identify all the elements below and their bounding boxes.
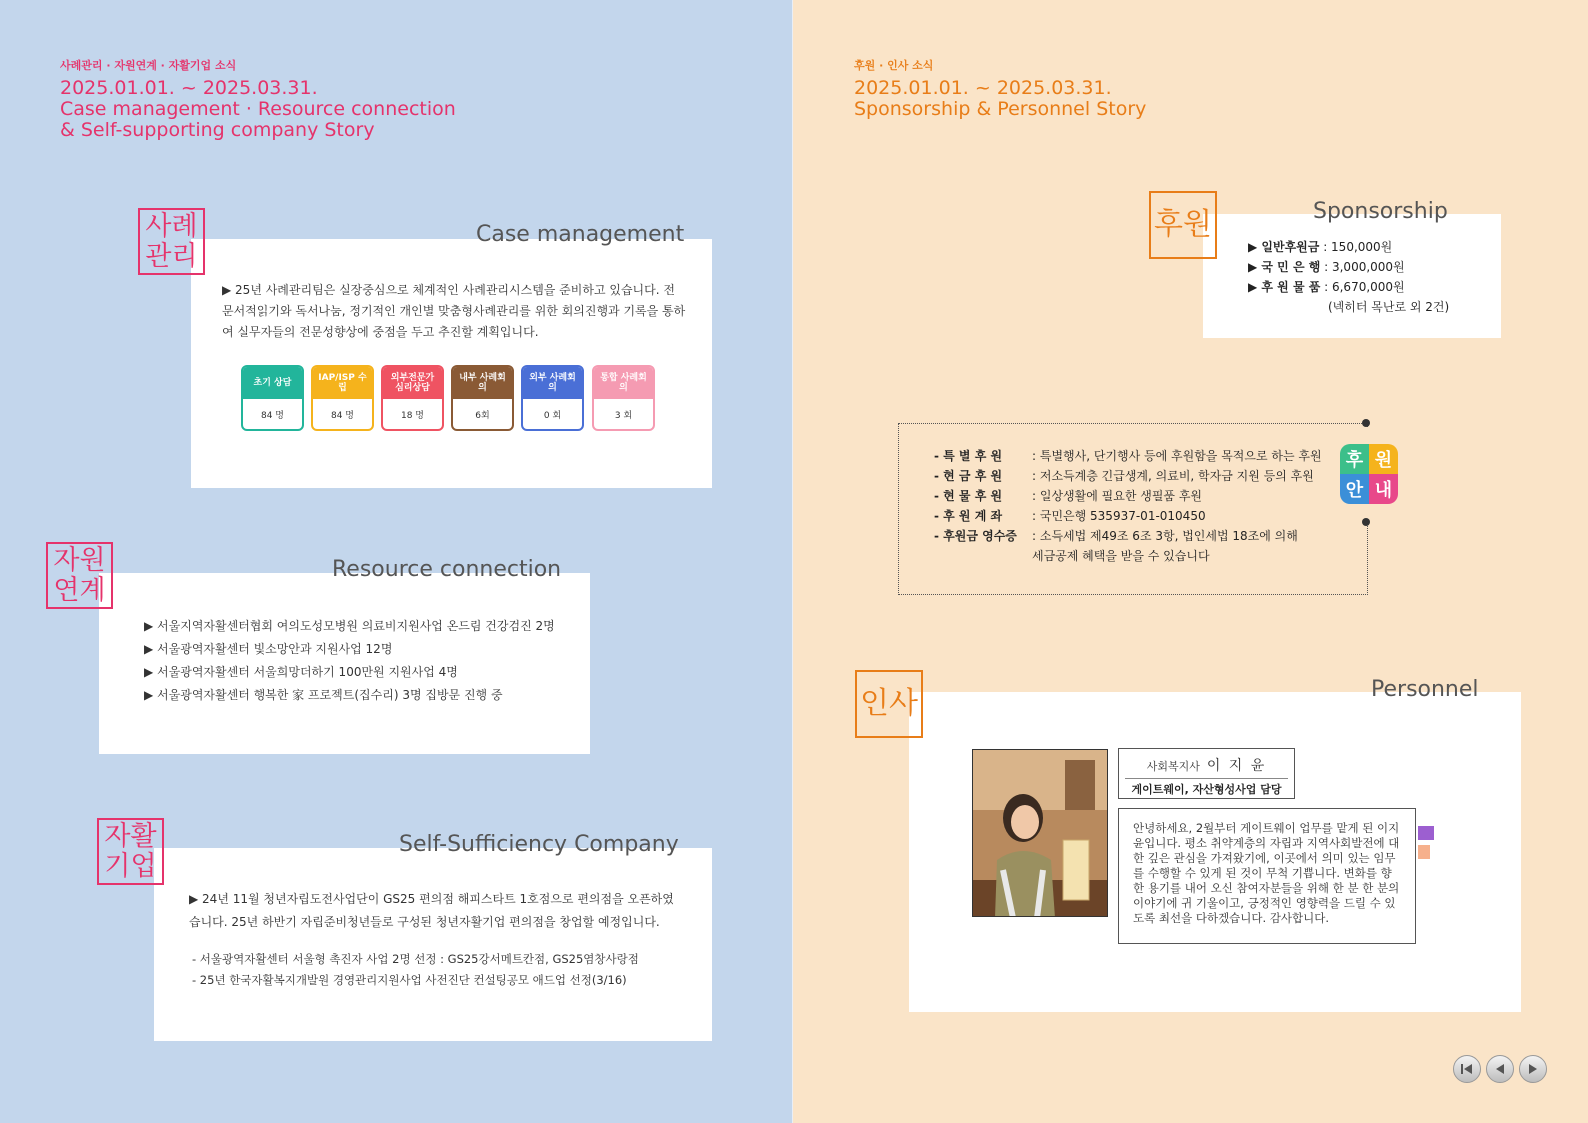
case-management-paragraph: ▶ 25년 사례관리팀은 실장중심으로 체계적인 사례관리시스템을 준비하고 있습니다. 전문서적읽기와 독서나눔, 정기적인 개인별 맞춤형사례관리를 위한 회의진행과 기록을 통하여 실무자들의 전문성향상에 중점을 두고 추진할 계획입니다. bbox=[222, 283, 686, 339]
list-item: ▶ 서울지역자활센터협회 여의도성모병원 의료비지원사업 온드림 건강검진 2명 bbox=[144, 619, 555, 633]
sponsor-line: ▶ 후 원 물 품 : 6,670,000원 bbox=[1248, 280, 1405, 294]
guide-row: - 특 별 후 원 : 특별행사, 단기행사 등에 후원함을 목적으로 하는 후원 bbox=[934, 449, 1322, 463]
staff-photo bbox=[972, 749, 1108, 917]
stamp-line-2: 관리 bbox=[145, 240, 198, 272]
stamp-line-2: 기업 bbox=[104, 850, 157, 882]
prev-page-button[interactable] bbox=[1486, 1055, 1514, 1083]
list-item: ▶ 서울광역자활센터 서울희망더하기 100만원 지원사업 4명 bbox=[144, 665, 458, 679]
personnel-title: Personnel bbox=[1371, 677, 1479, 702]
staff-name: 이 지 윤 bbox=[1206, 758, 1267, 774]
resource-list bbox=[144, 615, 555, 707]
stat-value: 84 명 bbox=[260, 410, 284, 421]
stat-value: 84 명 bbox=[330, 410, 354, 421]
stat-label: 외부전문가 심리상담 bbox=[383, 367, 442, 399]
badge-char: 원 bbox=[1369, 444, 1398, 474]
stat-value: 6회 bbox=[475, 410, 490, 421]
case-management-title: Case management bbox=[476, 222, 685, 247]
right-header-date: 2025.01.01. ~ 2025.03.31. bbox=[854, 77, 1112, 99]
self-sufficiency-card bbox=[154, 848, 712, 1041]
bio-tab-purple bbox=[1418, 826, 1434, 840]
right-header-small: 후원 · 인사 소식 bbox=[854, 59, 934, 72]
case-management-card bbox=[191, 239, 712, 488]
stat-value: 18 명 bbox=[400, 410, 424, 421]
self-sufficiency-list bbox=[192, 949, 639, 991]
stat-label: 외부 사례회의 bbox=[523, 367, 582, 399]
next-page-icon bbox=[1527, 1063, 1539, 1075]
stat-label: IAP/ISP 수립 bbox=[313, 367, 372, 399]
first-page-button[interactable] bbox=[1453, 1055, 1481, 1083]
left-header-small: 사례관리 · 자원연계 · 자활기업 소식 bbox=[60, 59, 237, 72]
stat-label: 통합 사례회의 bbox=[594, 367, 653, 399]
stat-label: 초기 상담 bbox=[243, 367, 302, 399]
stat-integrated-meeting bbox=[592, 365, 655, 431]
badge-char: 내 bbox=[1369, 474, 1398, 504]
stamp-line-1: 자활 bbox=[104, 820, 157, 852]
guide-row: - 후원금 영수증 : 소득세법 제49조 6조 3항, 법인세법 18조에 의해 bbox=[934, 529, 1298, 543]
stat-iap-isp bbox=[311, 365, 374, 431]
stamp-line-1: 자원 bbox=[53, 544, 106, 576]
guide-row: - 후 원 계 좌 : 국민은행 535937-01-010450 bbox=[934, 509, 1206, 523]
resource-connection-stamp bbox=[46, 542, 113, 609]
sponsor-guide-rows bbox=[934, 446, 1334, 566]
prev-page-icon bbox=[1494, 1063, 1506, 1075]
sponsorship-title: Sponsorship bbox=[1313, 199, 1448, 224]
guide-dot-bottom bbox=[1362, 518, 1370, 526]
next-page-button[interactable] bbox=[1519, 1055, 1547, 1083]
staff-name-line bbox=[1119, 749, 1294, 775]
self-sufficiency-title: Self-Sufficiency Company bbox=[399, 832, 679, 857]
guide-dot-top bbox=[1362, 419, 1370, 427]
stat-initial-consult bbox=[241, 365, 304, 431]
left-header-date: 2025.01.01. ~ 2025.03.31. bbox=[60, 77, 318, 99]
guide-row: - 현 금 후 원 : 저소득계층 긴급생계, 의료비, 학자금 지원 등의 후원 bbox=[934, 469, 1314, 483]
stamp-line-2: 연계 bbox=[53, 574, 106, 606]
sponsor-note: (넥히터 목난로 외 2건) bbox=[1328, 300, 1450, 314]
staff-name-box bbox=[1118, 748, 1295, 799]
staff-duty: 게이트웨이, 자산형성사업 담당 bbox=[1125, 778, 1288, 797]
staff-role: 사회복지사 bbox=[1146, 760, 1200, 773]
badge-char: 후 bbox=[1340, 444, 1369, 474]
list-item: ▶ 서울광역자활센터 빛소망안과 지원사업 12명 bbox=[144, 642, 393, 656]
self-sufficiency-paragraph: ▶ 24년 11월 청년자립도전사업단이 GS25 편의점 해피스타트 1호점으로 편의점을 오픈하였습니다. 25년 하반기 자립준비청년들로 구성된 청년자활기업 편의점을 창업할 예정입니다. bbox=[189, 892, 674, 929]
left-header-title-1: Case management · Resource connection bbox=[60, 98, 456, 120]
sponsor-line: ▶ 국 민 은 행 : 3,000,000원 bbox=[1248, 260, 1405, 274]
badge-char: 안 bbox=[1340, 474, 1369, 504]
resource-connection-title: Resource connection bbox=[332, 557, 562, 582]
bio-tab-peach bbox=[1418, 845, 1430, 859]
list-item: ▶ 서울광역자활센터 행복한 家 프로젝트(집수리) 3명 집방문 진행 중 bbox=[144, 688, 503, 702]
self-sufficiency-stamp bbox=[97, 818, 164, 885]
sponsorship-lines bbox=[1248, 237, 1449, 317]
guide-row: - 현 물 후 원 : 일상생활에 필요한 생필품 후원 bbox=[934, 489, 1202, 503]
stat-internal-meeting bbox=[451, 365, 514, 431]
left-header-title-2: & Self-supporting company Story bbox=[60, 119, 375, 141]
case-management-stamp bbox=[138, 208, 205, 275]
stat-value: 3 회 bbox=[614, 410, 633, 421]
sponsor-guide-badge bbox=[1340, 444, 1398, 504]
stat-label: 내부 사례회의 bbox=[453, 367, 512, 399]
right-header-title: Sponsorship & Personnel Story bbox=[854, 98, 1147, 120]
stat-value: 0 회 bbox=[543, 410, 562, 421]
staff-bio: 안녕하세요, 2월부터 게이트웨이 업무를 맡게 된 이지윤입니다. 평소 취약계층의 자립과 지역사회발전에 대한 깊은 관심을 가져왔기에, 이곳에서 의미 있는 임무를 수행할 수 있게 된 것이 무척 기쁩니다. 변화를 향한 용기를 내어 오신 참여자분들을 위해 한 분 한 분의 이야기에 귀 기울이고, 긍정적인 영향력을 드릴 수 있도록 최선을 다하겠습니다. 감사합니다. bbox=[1118, 808, 1416, 944]
stat-external-counsel bbox=[381, 365, 444, 431]
stamp-line-1: 사례 bbox=[145, 210, 198, 242]
list-item: - 25년 한국자활복지개발원 경영관리지원사업 사전진단 컨설팅공모 애드업 선정(3/16) bbox=[192, 973, 627, 987]
first-page-icon bbox=[1460, 1063, 1474, 1075]
sponsorship-stamp: 후원 bbox=[1149, 191, 1217, 259]
sponsor-line: ▶ 일반후원금 : 150,000원 bbox=[1248, 240, 1393, 254]
guide-row: 세금공제 혜택을 받을 수 있습니다 bbox=[1032, 549, 1210, 563]
staff-portrait-icon bbox=[973, 750, 1108, 917]
stat-external-meeting bbox=[521, 365, 584, 431]
personnel-stamp: 인사 bbox=[855, 670, 923, 738]
list-item: - 서울광역자활센터 서울형 촉진자 사업 2명 선정 : GS25강서메트칸점, GS25염창사랑점 bbox=[192, 952, 639, 966]
